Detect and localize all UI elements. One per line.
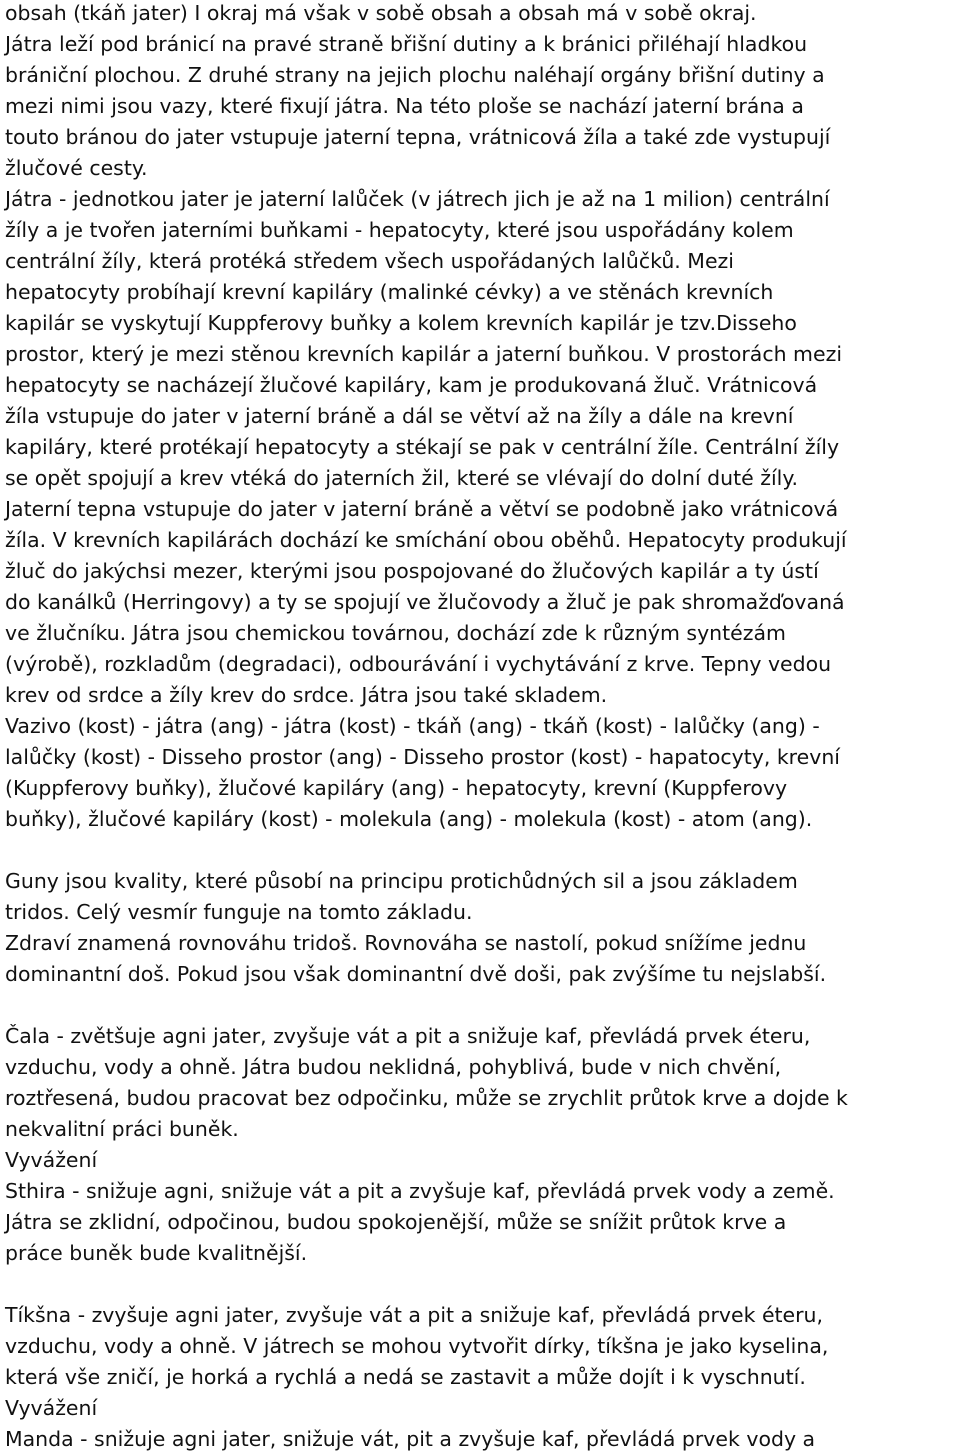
text-line: dominantní doš. Pokud jsou však dominantní dvě doši, pak zvýšíme tu nejslabší. (5, 962, 827, 986)
text-line: tridos. Celý vesmír funguje na tomto základu. (5, 900, 473, 924)
text-line: práce buněk bude kvalitnější. (5, 1241, 308, 1265)
text-line: lalůčky (kost) - Disseho prostor (ang) - Disseho prostor (kost) - hapatocyty, krevní (5, 745, 840, 769)
text-line: vzduchu, vody a ohně. Játra budou neklidná, pohyblivá, bude v nich chvění, (5, 1055, 782, 1079)
text-line: Čala - zvětšuje agni jater, zvyšuje vát a pit a snižuje kaf, převládá prvek éteru, (5, 1024, 811, 1048)
text-line: obsah (tkáň jater) I okraj má však v sobě obsah a obsah má v sobě okraj. (5, 1, 757, 25)
document-body (5, 0, 957, 1455)
text-line: (výrobě), rozkladům (degradaci), odbourávání i vychytávání z krve. Tepny vedou (5, 652, 832, 676)
text-line: do kanálků (Herringovy) a ty se spojují ve žlučovody a žluč je pak shromažďovaná (5, 590, 845, 614)
text-line: Jaterní tepna vstupuje do jater v jaterní bráně a větví se podobně jako vrátnicová (5, 497, 839, 521)
text-line: Játra se zklidní, odpočinou, budou spokojenější, může se snížit průtok krve a (5, 1210, 787, 1234)
text-line: hepatocyty probíhají krevní kapiláry (malinké cévky) a ve stěnách krevních (5, 280, 774, 304)
text-line: Zdraví znamená rovnováhu tridoš. Rovnováha se nastolí, pokud snížíme jednu (5, 931, 807, 955)
text-line: žíla vstupuje do jater v jaterní bráně a dál se větví až na žíly a dále na krevní (5, 404, 794, 428)
section-heading: Vyvážení (5, 1148, 98, 1172)
paragraph-gap (5, 990, 957, 1021)
text-line: buňky), žlučové kapiláry (kost) - molekula (ang) - molekula (kost) - atom (ang). (5, 807, 813, 831)
text-line: žlučové cesty. (5, 156, 148, 180)
text-line: Vazivo (kost) - játra (ang) - játra (kost) - tkáň (ang) - tkáň (kost) - lalůčky (ang) - (5, 714, 820, 738)
text-line: centrální žíly, která protéká středem všech uspořádaných lalůčků. Mezi (5, 249, 734, 273)
paragraph-gap (5, 1269, 957, 1300)
text-line: která vše zničí, je horká a rychlá a nedá se zastavit a může dojít i k vyschnutí. (5, 1365, 806, 1389)
text-line: žíly a je tvořen jaterními buňkami - hepatocyty, které jsou uspořádány kolem (5, 218, 794, 242)
text-line: Manda - snižuje agni jater, snižuje vát, pit a zvyšuje kaf, převládá prvek vody a (5, 1427, 816, 1451)
text-line: brániční plochou. Z druhé strany na jejich plochu naléhají orgány břišní dutiny a (5, 63, 825, 87)
text-line: kapilár se vyskytují Kuppferovy buňky a kolem krevních kapilár je tzv.Disseho (5, 311, 797, 335)
text-line: prostor, který je mezi stěnou krevních kapilár a jaterní buňkou. V prostorách mezi (5, 342, 843, 366)
text-line: Játra leží pod bránicí na pravé straně břišní dutiny a k bránici přiléhají hladkou (5, 32, 808, 56)
text-line: krev od srdce a žíly krev do srdce. Játra jsou také skladem. (5, 683, 608, 707)
section-heading: Vyvážení (5, 1396, 98, 1420)
text-line: kapiláry, které protékají hepatocyty a stékají se pak v centrální žíle. Centrální žíly (5, 435, 840, 459)
text-line: touto bránou do jater vstupuje jaterní tepna, vrátnicová žíla a také zde vystupují (5, 125, 831, 149)
text-line: (Kuppferovy buňky), žlučové kapiláry (ang) - hepatocyty, krevní (Kuppferovy (5, 776, 788, 800)
text-line: roztřesená, budou pracovat bez odpočinku, může se zrychlit průtok krve a dojde k (5, 1086, 848, 1110)
text-line: žluč do jakýchsi mezer, kterými jsou pospojované do žlučových kapilár a ty ústí (5, 559, 819, 583)
text-line: ve žlučníku. Játra jsou chemickou továrnou, dochází zde k různým syntézám (5, 621, 786, 645)
text-line: vzduchu, vody a ohně. V játrech se mohou vytvořit dírky, tíkšna je jako kyselina, (5, 1334, 829, 1358)
text-line: mezi nimi jsou vazy, které fixují játra. Na této ploše se nachází jaterní brána a (5, 94, 804, 118)
text-line: hepatocyty se nacházejí žlučové kapiláry, kam je produkovaná žluč. Vrátnicová (5, 373, 818, 397)
text-line: Guny jsou kvality, které působí na principu protichůdných sil a jsou základem (5, 869, 798, 893)
text-line: Játra - jednotkou jater je jaterní lalůček (v játrech jich je až na 1 milion) centrální (5, 187, 830, 211)
text-line: Sthira - snižuje agni, snižuje vát a pit a zvyšuje kaf, převládá prvek vody a země. (5, 1179, 835, 1203)
text-line: žíla. V krevních kapilárách dochází ke smíchání obou oběhů. Hepatocyty produkují (5, 528, 847, 552)
text-line: Tíkšna - zvyšuje agni jater, zvyšuje vát a pit a snižuje kaf, převládá prvek éteru, (5, 1303, 824, 1327)
text-line: nekvalitní práci buněk. (5, 1117, 239, 1141)
paragraph-gap (5, 835, 957, 866)
text-line: se opět spojují a krev vtéká do jaterních žil, které se vlévají do dolní duté žíly. (5, 466, 799, 490)
